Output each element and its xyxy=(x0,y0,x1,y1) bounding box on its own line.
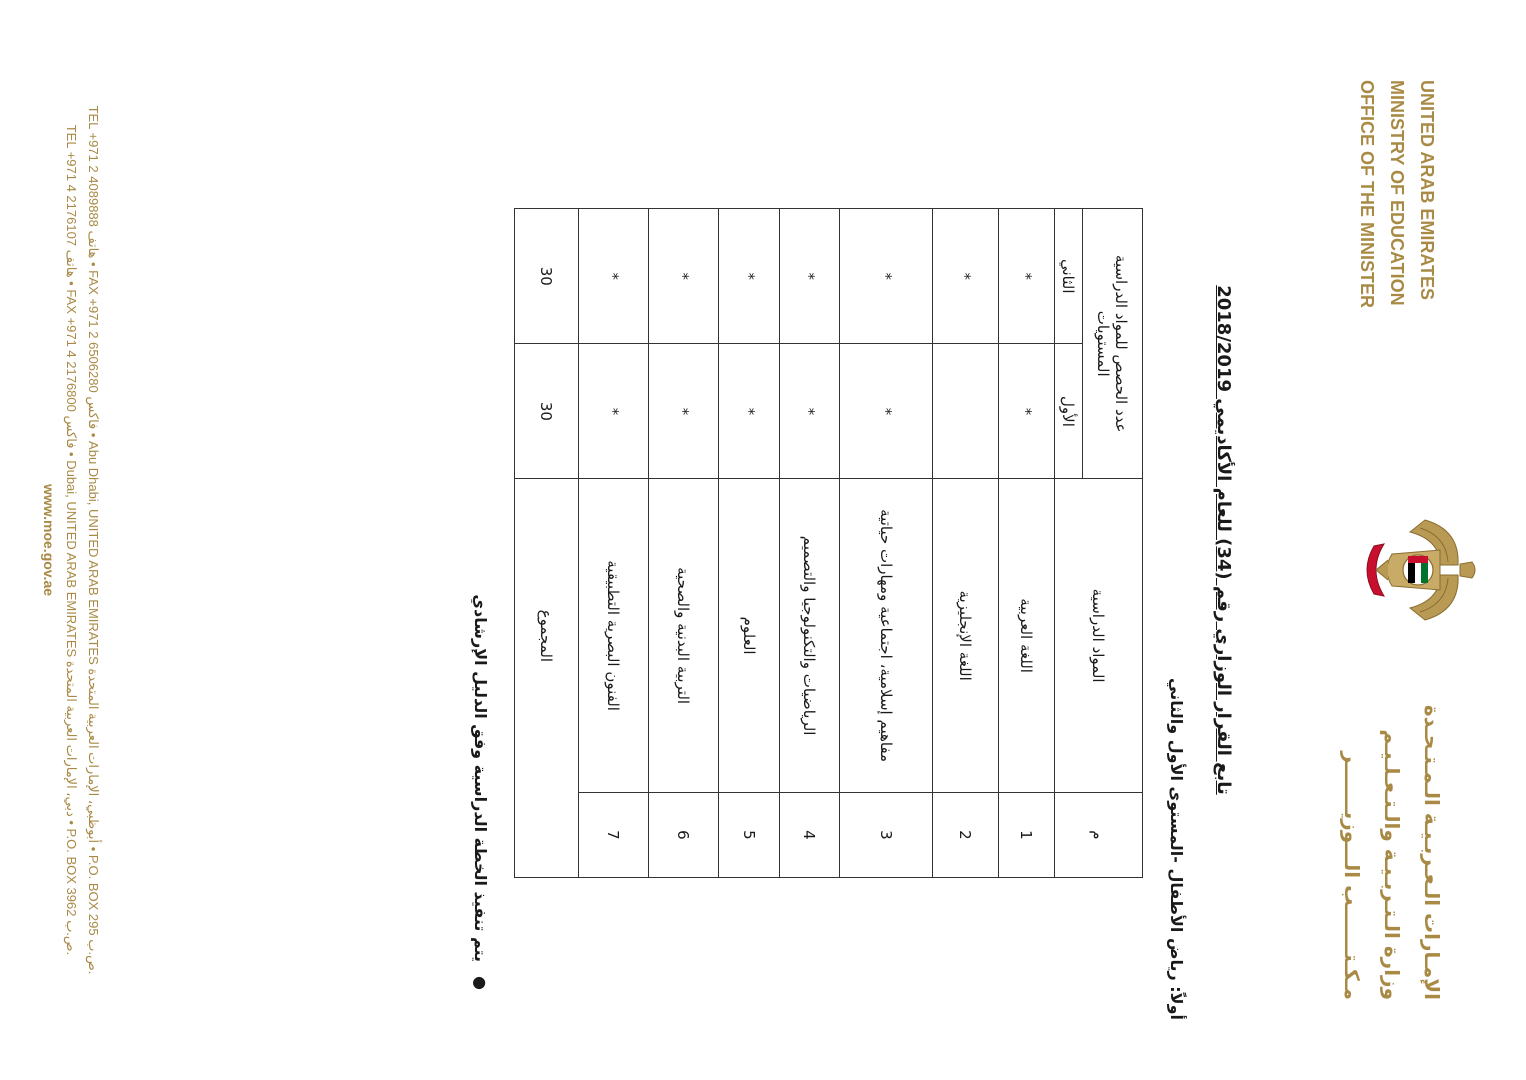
row-subject: مفاهيم إسلامية، اجتماعية ومهارات حياتية xyxy=(840,479,933,792)
table-row xyxy=(780,209,840,878)
header-subjects: المواد الدراسية xyxy=(1055,479,1143,792)
row-level-2: * xyxy=(933,209,999,344)
row-level-2: * xyxy=(579,209,649,344)
row-number: 3 xyxy=(840,792,933,877)
row-level-1 xyxy=(933,344,999,479)
row-subject: العلوم xyxy=(719,479,780,792)
footer-website-link[interactable]: www.moe.gov.ae xyxy=(41,483,57,597)
row-number: 5 xyxy=(719,792,780,877)
footer-contact-abudhabi: TEL +971 2 4089888 هاتف • FAX +971 2 6506280 فاكس • Abu Dhabi, UNITED ARAB EMIRATES أبوظبي، الإمارات العربية المتحدة • P.O. BOX 295 ص.ب. xyxy=(86,105,101,975)
letterhead-en-line-3: OFFICE OF THE MINISTER xyxy=(1357,80,1377,308)
row-number: 4 xyxy=(780,792,840,877)
table-total-row xyxy=(515,209,579,878)
row-subject: الفنون البصرية التطبيقية xyxy=(579,479,649,792)
header-level-2: الثاني xyxy=(1055,209,1083,344)
table-row xyxy=(649,209,719,878)
row-number: 2 xyxy=(933,792,999,877)
letterhead-en-line-2: MINISTRY OF EDUCATION xyxy=(1387,80,1407,306)
total-level-2: 30 xyxy=(515,209,579,344)
row-number: 1 xyxy=(999,792,1055,877)
row-level-1: * xyxy=(649,344,719,479)
letterhead-footer xyxy=(38,60,104,1020)
letterhead-arabic xyxy=(1332,700,1452,1000)
row-level-1: * xyxy=(840,344,933,479)
row-level-2: * xyxy=(649,209,719,344)
row-subject: الرياضيات والتكنولوجيا والتصميم xyxy=(780,479,840,792)
row-level-1: * xyxy=(579,344,649,479)
total-label: المجموع xyxy=(515,479,579,792)
letterhead-en-line-1: UNITED ARAB EMIRATES xyxy=(1417,80,1437,300)
header-periods xyxy=(1083,209,1143,479)
header-levels-label: المستويات xyxy=(1094,310,1113,377)
row-level-2: * xyxy=(719,209,780,344)
row-level-1: * xyxy=(719,344,780,479)
table-row xyxy=(579,209,649,878)
letterhead-ar-line-1: الإمـارات الـعـربـيـة الـمـتـحـدة xyxy=(1420,704,1444,1000)
row-level-1: * xyxy=(999,344,1055,479)
row-level-2: * xyxy=(999,209,1055,344)
header-periods-label: عدد الحصص للمواد الدراسية xyxy=(1112,254,1131,433)
table-row xyxy=(840,209,933,878)
row-subject: اللغة الإنجليزية xyxy=(933,479,999,792)
row-level-1: * xyxy=(780,344,840,479)
row-number: 6 xyxy=(649,792,719,877)
bullet-icon: ● xyxy=(471,976,490,990)
letterhead-ar-line-3: مـكـتـــــــب الـــوزيـــــــر xyxy=(1340,751,1364,1000)
table-header-row xyxy=(1083,209,1143,878)
row-number: 7 xyxy=(579,792,649,877)
header-number: م xyxy=(1055,792,1143,877)
bullet-note xyxy=(471,60,490,990)
table-row xyxy=(933,209,999,878)
uae-falcon-emblem-icon xyxy=(1360,510,1480,630)
row-subject: اللغة العربية xyxy=(999,479,1055,792)
letterhead xyxy=(1286,40,1486,1040)
footer-contact-dubai: TEL +971 4 2176107 هاتف • FAX +971 4 2176800 فاكس • Dubai, UNITED ARAB EMIRATES دبي، الإمارات العربية المتحدة • P.O. BOX 3962 ص.ب. xyxy=(64,124,79,956)
table-row xyxy=(999,209,1055,878)
header-level-1: الأول xyxy=(1055,344,1083,479)
section-heading: أولاً: رياض الأطفال -المستوى الأول والثاني xyxy=(1167,678,1186,1020)
letterhead-english xyxy=(1352,80,1442,330)
study-plan-table xyxy=(514,208,1143,878)
total-level-1: 30 xyxy=(515,344,579,479)
letterhead-ar-line-2: وزارة الـتـربـيـة والـتـعـلـيـم xyxy=(1380,729,1404,1000)
row-subject: التربية البدنية والصحية xyxy=(649,479,719,792)
row-level-2: * xyxy=(780,209,840,344)
table-row xyxy=(719,209,780,878)
bullet-note-text: يتم تنفيذ الخطة الدراسية وفق الدليل الإرشادي xyxy=(471,594,490,963)
document-title: تابع القرار الوزاري رقم (34) للعام الأكاديمي 2018/2019 xyxy=(1213,285,1234,795)
total-blank-cell xyxy=(515,792,579,877)
row-level-2: * xyxy=(840,209,933,344)
